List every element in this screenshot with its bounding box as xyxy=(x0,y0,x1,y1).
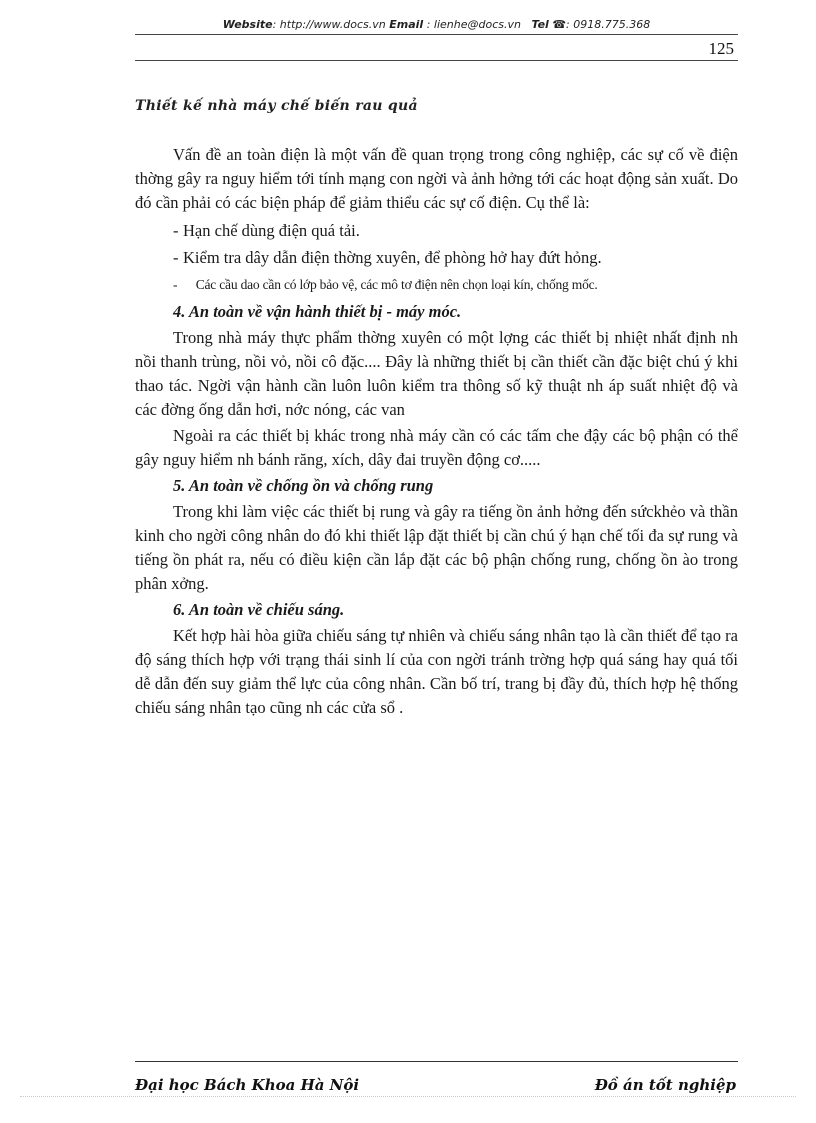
bullet-item xyxy=(135,217,738,244)
bullet-dash: - xyxy=(173,248,179,267)
bullet-dash: - xyxy=(173,221,179,240)
website-label: Website xyxy=(222,18,273,31)
paragraph-lighting: Kết hợp hài hòa giữa chiếu sáng tự nhiên và chiếu sáng nhân tạo là cần thiết để tạo ra độ sáng thích hợp với trạng thái sinh lí của con ngời tránh trờng hợp quá sáng hay quá tối dễ dẫn đến suy giảm thể lực của công nhân. Cần bố trí, trang bị đầy đủ, thích hợp hệ thống chiếu sáng nhân tạo cũng nh các cửa sổ . xyxy=(135,626,738,717)
page-number: 125 xyxy=(708,39,734,58)
page-edge-divider xyxy=(20,1096,796,1097)
running-title: Thiết kế nhà máy chế biến rau quả xyxy=(135,98,418,114)
section-heading-4: 4. An toàn về vận hành thiết bị - máy móc. xyxy=(173,302,462,321)
tel-label: Tel xyxy=(531,18,549,31)
site-header xyxy=(135,18,738,31)
website-value: : http://www.docs.vn xyxy=(272,18,386,31)
bullet-text: Hạn chế dùng điện quá tải. xyxy=(183,221,360,240)
bullet-text: Kiểm tra dây dẫn điện thờng xuyên, để phòng hở hay đứt hỏng. xyxy=(183,248,602,267)
bullet-item xyxy=(135,244,738,271)
header-rule-lower xyxy=(135,60,738,61)
paragraph-electrical-safety: Vấn đề an toàn điện là một vấn đề quan trọng trong công nghiệp, các sự cố về điện thờng gây ra nguy hiểm tới tính mạng con ngời và ảnh hởng tới các hoạt động sản xuất. Do đó cần phải có các biện pháp để giảm thiểu các sự cố điện. Cụ thể là: xyxy=(135,145,738,212)
footer-rule xyxy=(135,1061,738,1062)
body-text xyxy=(135,143,738,720)
footer-university: Đại học Bách Khoa Hà Nội xyxy=(135,1076,360,1094)
header-rule xyxy=(135,34,738,35)
email-value: : lienhe@docs.vn xyxy=(423,18,521,31)
paragraph-guards: Ngoài ra các thiết bị khác trong nhà máy cần có các tấm che đậy các bộ phận có thể gây nguy hiểm nh bánh răng, xích, dây đai truyền động cơ..... xyxy=(135,426,738,469)
phone-icon: ☎ xyxy=(552,18,567,31)
paragraph-equipment: Trong nhà máy thực phẩm thờng xuyên có một lợng các thiết bị nhiệt nhất định nh nồi thanh trùng, nồi vỏ, nồi cô đặc.... Đây là những thiết bị cần thiết cần đặc biệt chú ý khi thao tác. Ngời vận hành cần luôn luôn kiểm tra thông số kỹ thuật nh áp suất nhiệt độ và các đờng ống dẫn hơi, nớc nóng, các van xyxy=(135,328,738,419)
section-heading-5: 5. An toàn về chống ồn và chống rung xyxy=(173,476,434,495)
bullet-text: Các cầu dao cần có lớp bảo vệ, các mô tơ điện nên chọn loại kín, chống mốc. xyxy=(195,277,598,292)
section-heading-6: 6. An toàn về chiếu sáng. xyxy=(173,600,345,619)
bullet-dash: - xyxy=(173,277,178,292)
bullet-item xyxy=(135,271,738,298)
footer-thesis: Đồ án tốt nghiệp xyxy=(594,1076,736,1094)
email-label: Email xyxy=(389,18,424,31)
tel-value: : 0918.775.368 xyxy=(566,18,651,31)
paragraph-noise: Trong khi làm việc các thiết bị rung và gây ra tiếng ồn ảnh hởng đến sứckhẻo và thần kinh cho ngời công nhân do đó khi thiết lập đặt thiết bị cần chú ý hạn chế tối đa sự rung và tiếng ồn phát ra, nếu có điều kiện cần lắp đặt các bộ phận chống rung, chống ồn ào trong phân xởng. xyxy=(135,502,738,593)
